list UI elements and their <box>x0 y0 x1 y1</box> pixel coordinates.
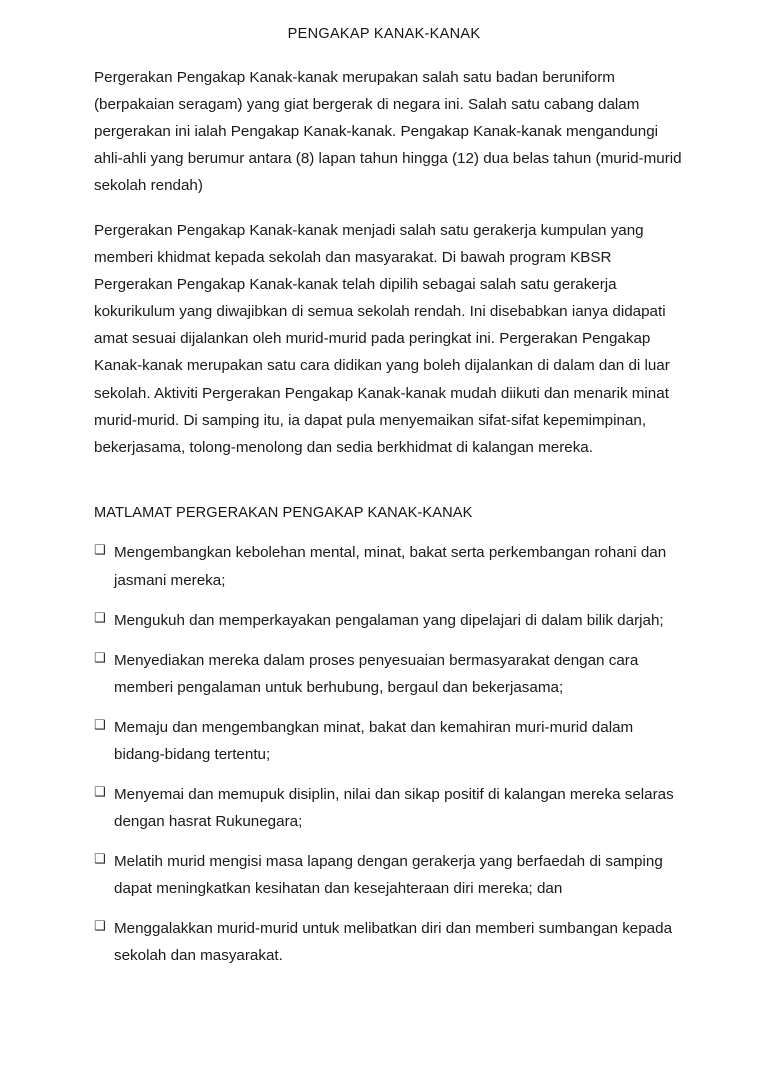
page-title: PENGAKAP KANAK-KANAK <box>287 26 481 42</box>
list-item <box>94 647 682 701</box>
list-item-label: Menyediakan mereka dalam proses penyesuaian bermasyarakat dengan cara memberi pengalaman untuk berhubung, bergaul dan bekerjasama; <box>114 651 639 696</box>
bullet-marker-icon: ❑ <box>94 610 106 626</box>
list-item-label: Memaju dan mengembangkan minat, bakat dan kemahiran muri-murid dalam bidang-bidang tertentu; <box>114 718 634 763</box>
list-item <box>94 915 682 969</box>
bullet-marker-icon: ❑ <box>94 650 106 666</box>
objectives-list <box>62 539 706 969</box>
paragraph-2: Pergerakan Pengakap Kanak-kanak menjadi salah satu gerakerja kumpulan yang memberi khidmat kepada sekolah dan masyarakat. Di bawah program KBSR Pergerakan Pengakap Kanak-kanak telah dipilih sebagai salah satu gerakerja kokurikulum yang diwajibkan di semua sekolah rendah. Ini disebabkan ianya didapati amat sesuai dijalankan oleh murid-murid pada peringkat ini. Pergerakan Pengakap Kanak-kanak merupakan satu cara didikan yang boleh dijalankan di dalam dan di luar sekolah. Aktiviti Pergerakan Pengakap Kanak-kanak mudah diikuti dan menarik minat murid-murid. Di samping itu, ia dapat pula menyemaikan sifat-sifat kepemimpinan, bekerjasama, tolong-menolong dan sedia berkhidmat di kalangan mereka. <box>94 222 670 456</box>
list-item <box>94 714 682 768</box>
list-item-label: Mengukuh dan memperkayakan pengalaman yang dipelajari di dalam bilik darjah; <box>114 611 664 629</box>
list-item <box>94 607 682 634</box>
section-heading-matlamat: MATLAMAT PERGERAKAN PENGAKAP KANAK-KANAK <box>94 504 473 521</box>
list-item <box>94 781 682 835</box>
paragraph-1: Pergerakan Pengakap Kanak-kanak merupakan salah satu badan beruniform (berpakaian seragam) yang giat bergerak di negara ini. Salah satu cabang dalam pergerakan ini ialah Pengakap Kanak-kanak. Pengakap Kanak-kanak mengandungi ahli-ahli yang berumur antara (8) lapan tahun hingga (12) dua belas tahun (murid-murid sekolah rendah) <box>94 69 682 195</box>
list-item-label: Mengembangkan kebolehan mental, minat, bakat serta perkembangan rohani dan jasmani mereka; <box>114 544 667 589</box>
bullet-marker-icon: ❑ <box>94 784 106 800</box>
list-item-label: Menggalakkan murid-murid untuk melibatkan diri dan memberi sumbangan kepada sekolah dan masyarakat. <box>114 919 673 965</box>
list-item <box>94 848 682 902</box>
intro-section <box>62 64 706 461</box>
bullet-marker-icon: ❑ <box>94 717 106 733</box>
bullet-marker-icon: ❑ <box>94 851 106 867</box>
bullet-marker-icon: ❑ <box>94 543 106 559</box>
list-item-label: Menyemai dan memupuk disiplin, nilai dan sikap positif di kalangan mereka selaras dengan hasrat Rukunegara; <box>114 785 674 830</box>
list-item-label: Melatih murid mengisi masa lapang dengan gerakerja yang berfaedah di samping dapat meningkatkan kesihatan dan kesejahteraan diri mereka; dan <box>114 852 663 897</box>
list-item <box>94 539 682 593</box>
bullet-marker-icon: ❑ <box>94 918 106 934</box>
